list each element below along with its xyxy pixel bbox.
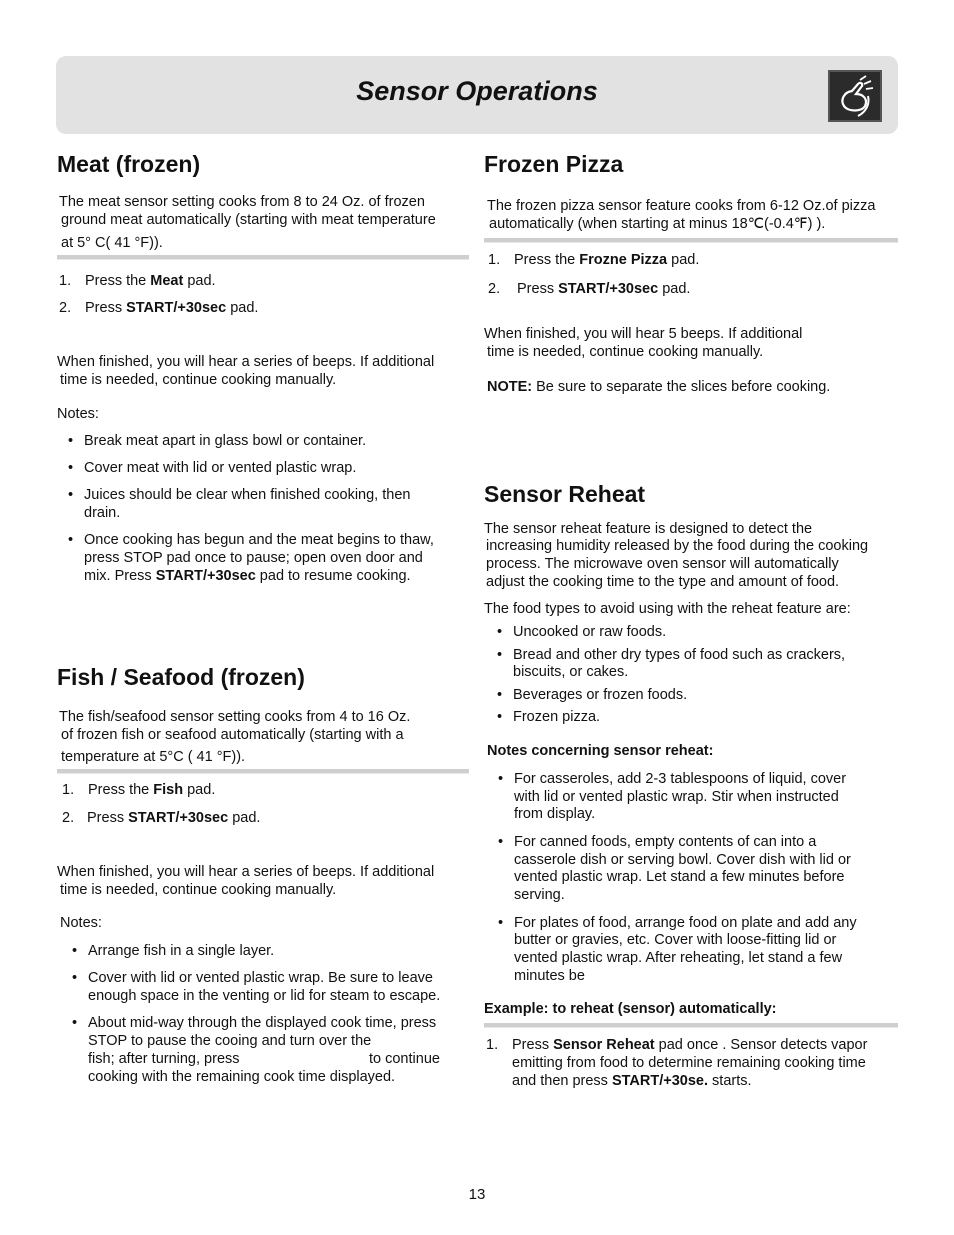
pizza-intro-line: automatically (when starting at minus 18℃(-0.4℉) ). — [489, 216, 826, 232]
pizza-note: NOTE: Be sure to separate the slices before cooking. — [487, 379, 831, 395]
meat-intro-line: The meat sensor setting cooks from 8 to 24 Oz. of frozen — [59, 194, 425, 210]
sensor-hand-icon — [828, 70, 882, 122]
fish-step-2: 2. Press START/+30sec pad. — [62, 810, 261, 826]
reheat-notes-heading: Notes concerning sensor reheat: — [487, 743, 714, 759]
fish-note: • Arrange fish in a single layer. — [72, 943, 275, 959]
pizza-finish-line: When finished, you will hear 5 beeps. If additional — [484, 326, 803, 342]
fish-intro-line: of frozen fish or seafood automatically (starting with a — [61, 727, 404, 743]
reheat-avoid-label: The food types to avoid using with the reheat feature are: — [484, 601, 851, 617]
reheat-intro-line: The sensor reheat feature is designed to detect the — [484, 521, 813, 537]
pizza-finish-line: time is needed, continue cooking manually. — [487, 344, 764, 360]
reheat-example-step: 1. Press Sensor Reheat pad once . Sensor detects vapor emitting from food to determine remaining cooking time and then press START/+30se. starts. — [486, 1037, 868, 1089]
meat-note: • Cover meat with lid or vented plastic wrap. — [68, 460, 357, 476]
reheat-avoid-item: • Uncooked or raw foods. — [497, 624, 667, 640]
meat-note: • Juices should be clear when finished cooking, then drain. — [68, 487, 411, 521]
reheat-intro-line: increasing humidity released by the food during the cooking — [486, 538, 869, 554]
fish-finish-line: When finished, you will hear a series of beeps. If additional — [57, 864, 435, 880]
pizza-intro-line: The frozen pizza sensor feature cooks from 6-12 Oz.of pizza — [487, 198, 876, 214]
page-number: 13 — [468, 1186, 486, 1203]
divider — [57, 255, 469, 260]
reheat-example-heading: Example: to reheat (sensor) automatically: — [484, 1001, 777, 1017]
meat-step-1: 1. Press the Meat pad. — [59, 273, 216, 289]
meat-note: • Break meat apart in glass bowl or container. — [68, 433, 367, 449]
reheat-intro-line: adjust the cooking time to the type and amount of food. — [486, 574, 840, 590]
meat-note: • Once cooking has begun and the meat begins to thaw, press STOP pad once to pause; open oven door and mix. Press START/+30sec pad to resume cooking. — [68, 532, 434, 584]
reheat-note: • For casseroles, add 2-3 tablespoons of liquid, cover with lid or vented plastic wrap. Stir when instructed from display. — [498, 771, 847, 822]
section-banner — [56, 56, 898, 134]
divider — [57, 769, 469, 774]
reheat-avoid-item: • Beverages or frozen foods. — [497, 687, 688, 703]
pizza-heading: Frozen Pizza — [484, 151, 624, 177]
divider — [484, 1023, 898, 1028]
meat-step-2: 2. Press START/+30sec pad. — [59, 300, 259, 316]
meat-finish-line: When finished, you will hear a series of beeps. If additional — [57, 354, 435, 370]
meat-finish-line: time is needed, continue cooking manually. — [60, 372, 337, 388]
fish-intro-line: temperature at 5°C ( 41 °F)). — [61, 749, 246, 765]
pizza-step-2: 2. Press START/+30sec pad. — [488, 281, 691, 297]
reheat-avoid-item: • Bread and other dry types of food such as crackers, biscuits, or cakes. — [497, 647, 846, 680]
meat-intro-line: ground meat automatically (starting with meat temperature — [61, 212, 436, 228]
reheat-note: • For canned foods, empty contents of can into a casserole dish or serving bowl. Cover dish with lid or vented plastic wrap. Let stand a few minutes before serving. — [498, 834, 851, 903]
pizza-step-1: 1. Press the Frozne Pizza pad. — [488, 252, 700, 268]
fish-intro-line: The fish/seafood sensor setting cooks from 4 to 16 Oz. — [59, 709, 411, 725]
meat-notes-label: Notes: — [57, 406, 99, 422]
fish-note: • Cover with lid or vented plastic wrap. Be sure to leave enough space in the venting or lid for steam to escape. — [72, 970, 441, 1004]
page-title: Sensor Operations — [356, 76, 598, 106]
fish-notes-label: Notes: — [60, 915, 102, 931]
reheat-heading: Sensor Reheat — [484, 481, 646, 507]
reheat-intro-line: process. The microwave oven sensor will automatically — [486, 556, 839, 572]
meat-heading: Meat (frozen) — [57, 151, 201, 177]
divider — [484, 238, 898, 243]
meat-intro-line: at 5° C( 41 °F)). — [61, 235, 163, 251]
reheat-avoid-item: • Frozen pizza. — [497, 709, 601, 725]
fish-note: • About mid-way through the displayed cook time, press STOP to pause the cooing and turn over the fish; after turning, press to continue cooking with the remaining cook time displayed. — [72, 1015, 440, 1085]
fish-step-1: 1. Press the Fish pad. — [62, 782, 216, 798]
fish-finish-line: time is needed, continue cooking manually. — [60, 882, 337, 898]
fish-heading: Fish / Seafood (frozen) — [57, 664, 305, 690]
reheat-note: • For plates of food, arrange food on plate and add any butter or gravies, etc. Cover with loose-fitting lid or vented plastic wrap. After reheating, let stand a few minutes be — [498, 915, 857, 984]
